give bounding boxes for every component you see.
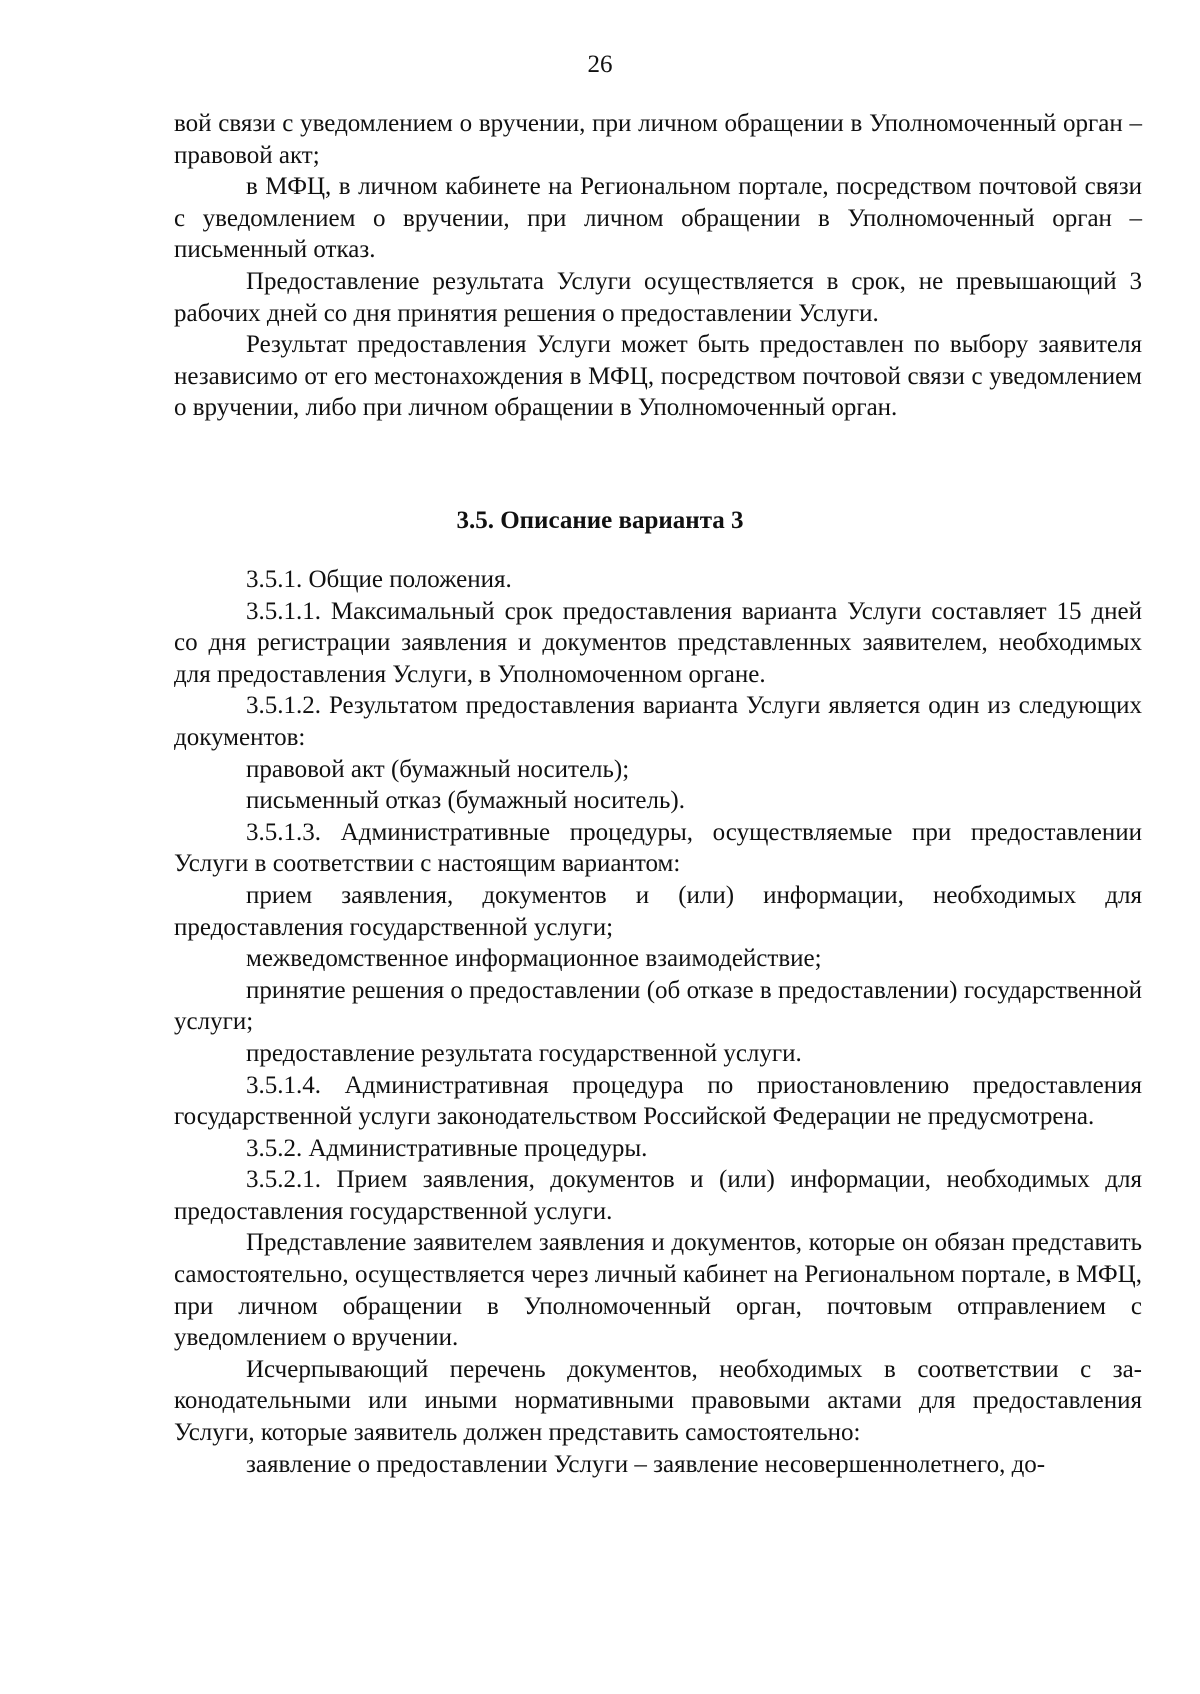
page-number: 26 <box>587 51 613 78</box>
paragraph: заявление о предоставлении Услуги – заявление несовершеннолетнего, до- <box>246 1450 1046 1478</box>
paragraph: 3.5.2. Административные процедуры. <box>246 1134 648 1162</box>
paragraph: Результат предоставления Услуги может быть предоставлен по выбору заявителя независимо от его местонахождения в МФЦ, посредством почтовой связи с уведомлением о вручении, либо при личном обращении в Уполномоченный орган. <box>174 331 1142 422</box>
document-body-main <box>174 564 1142 1480</box>
paragraph: 3.5.1. Общие положения. <box>246 566 512 593</box>
list-item: межведомственное информационное взаимодействие; <box>246 945 822 973</box>
document-body-top <box>174 108 1142 424</box>
list-item: предоставление результата государственной услуги. <box>246 1039 802 1067</box>
list-item: прием заявления, документов и (или) информации, необходимых для предоставления государственной услуги; <box>174 881 1142 941</box>
list-item: принятие решения о предоставлении (об отказе в предоставлении) государственной услуги; <box>174 976 1142 1036</box>
paragraph: 3.5.1.2. Результатом предоставления варианта Услуги является один из следующих документов: <box>174 692 1142 751</box>
paragraph: Исчерпывающий перечень документов, необходимых в соответствии с законодательными или иными нормативными правовыми актами для предоставления Услуги, которые заявитель должен представить самостоятельно: <box>174 1355 1142 1447</box>
paragraph: Предоставление результата Услуги осуществляется в срок, не превышающий 3 рабочих дней со дня принятия решения о предоставлении Услуги. <box>174 267 1142 327</box>
section-heading: 3.5. Описание варианта 3 <box>456 507 744 534</box>
paragraph: в МФЦ, в личном кабинете на Региональном портале, посредством почтовой связи с уведомлением о вручении, при личном обращении в Уполномоченный орган – письменный отказ. <box>174 173 1142 264</box>
paragraph: 3.5.1.1. Максимальный срок предоставления варианта Услуги составляет 15 дней со дня регистрации заявления и документов представленных заявителем, необходимых для предоставления Услуги, в Уполномоченном органе. <box>174 597 1142 688</box>
list-item: правовой акт (бумажный носитель); <box>246 755 630 783</box>
paragraph: 3.5.1.4. Административная процедура по приостановлению предоставления государственной услуги законодательством Российской Федерации не предусмотрена. <box>174 1071 1142 1131</box>
list-item: письменный отказ (бумажный носитель). <box>246 787 685 815</box>
paragraph: Представление заявителем заявления и документов, которые он обязан представить самостоятельно, осуществляется через личный кабинет на Региональном портале, в МФЦ, при личном обращении в Уполномоченный орган, почтовым отправлением с уведомлением о вручении. <box>174 1229 1142 1352</box>
paragraph: вой связи с уведомлением о вручении, при личном обращении в Уполномоченный орган – правовой акт; <box>174 110 1142 169</box>
paragraph: 3.5.1.3. Административные процедуры, осуществляемые при предоставлении Услуги в соответствии с настоящим вариантом: <box>174 818 1142 878</box>
paragraph: 3.5.2.1. Прием заявления, документов и (или) информации, необходимых для предоставления государственной услуги. <box>174 1166 1142 1225</box>
